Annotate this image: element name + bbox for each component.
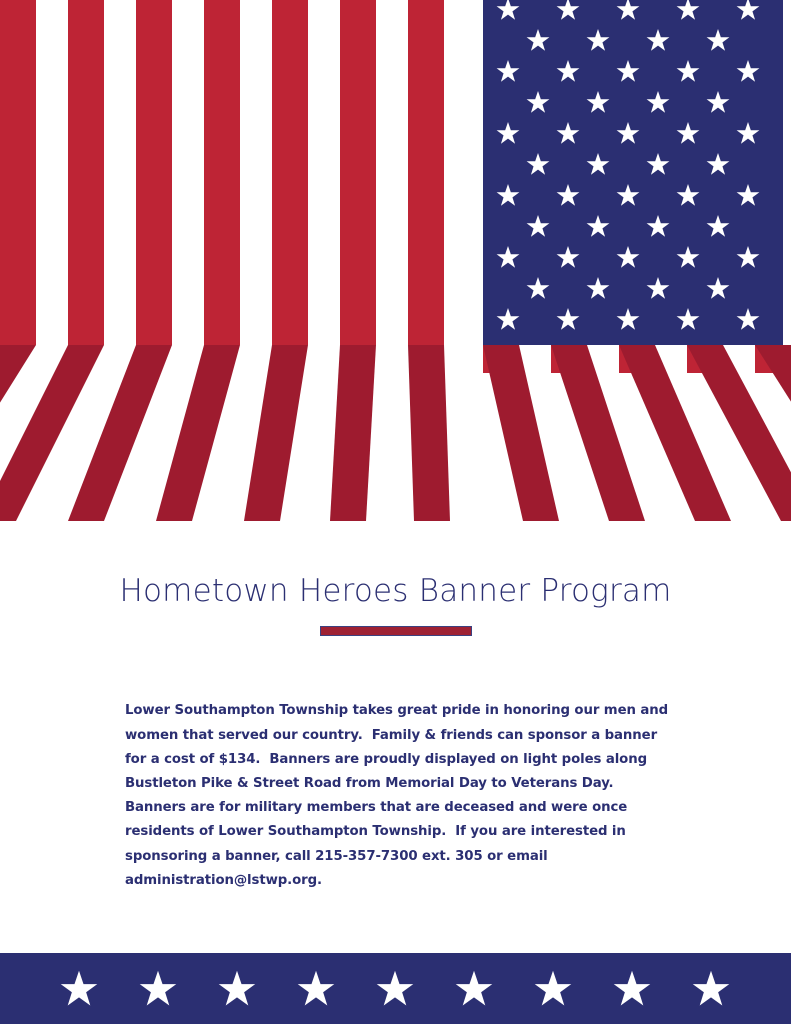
body-paragraph: Lower Southampton Township takes great pride in honoring our men and women that served our country. Family & friends can sponsor a banner for a cost of $134. Banners are proudly displayed on light poles along Bustleton Pike & Street Road from Memorial Day to Veterans Day. Banners are for military members that are deceased and were once residents of Lower Southampton Township. If you are interested in sponsoring a banner, call 215-357-7300 ext. 305 or email administration@lstwp.org. [125, 703, 673, 888]
flag-canton [483, 0, 783, 345]
page-title: Hometown Heroes Banner Program [119, 573, 672, 609]
footer-star-bar [0, 953, 791, 1024]
title-block [0, 570, 791, 636]
title-underline-rule [320, 626, 472, 636]
title-rule-wrapper [0, 626, 791, 636]
